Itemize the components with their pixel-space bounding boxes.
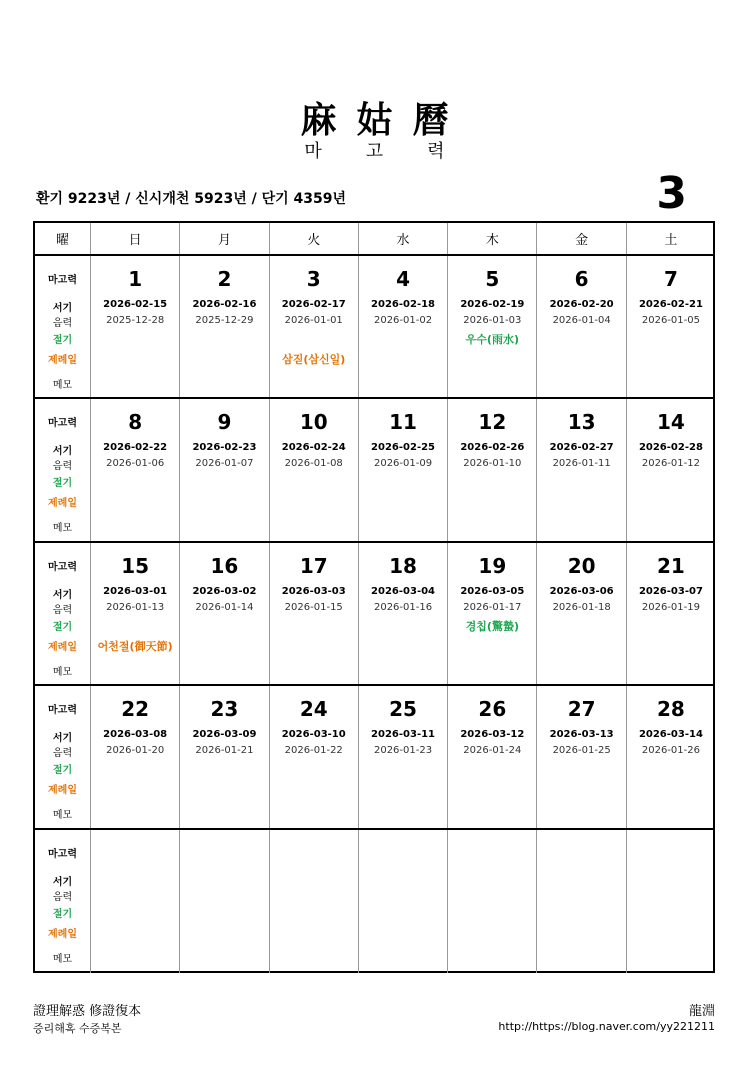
lunar-date: 2026-01-04 [552,315,611,326]
day-number: 5 [485,267,500,291]
weekday-wed: 水 [358,223,447,254]
gregorian-date: 2026-03-04 [371,585,436,597]
gregorian-date: 2026-02-16 [192,299,257,310]
lunar-date: 2026-01-06 [106,458,165,470]
label-jeryeil: 제례일 [48,355,77,366]
solar-term: 경칩(驚蟄) [465,619,519,633]
row-labels [35,830,90,973]
gregorian-date: 2026-02-27 [549,442,614,454]
calendar-grid [33,221,715,973]
day-cell[interactable] [626,830,715,973]
solar-term: 우수(雨水) [465,333,519,346]
weekday-thu: 木 [447,223,536,254]
day-number: 4 [396,267,410,291]
day-number: 10 [299,410,328,435]
lunar-date: 2026-01-02 [373,315,433,326]
lunar-date: 2026-01-16 [373,601,433,613]
lunar-date: 2026-01-05 [641,315,700,326]
lunar-date: 2026-01-01 [284,315,343,326]
lunar-date: 2026-01-07 [195,458,254,470]
day-number: 11 [389,410,417,435]
footer-url[interactable]: http://https://blog.naver.com/yy221211 [498,1020,715,1033]
day-cell[interactable] [626,543,715,684]
gregorian-date: 2026-03-06 [549,585,614,597]
label-seogi: 서기 [52,733,73,745]
gregorian-date: 2026-02-20 [549,299,614,310]
lunar-date: 2025-12-29 [195,315,254,326]
lunar-date: 2026-01-10 [463,458,522,470]
lunar-date: 2026-01-18 [552,601,611,613]
day-cell[interactable] [90,543,179,684]
day-cell[interactable] [90,830,179,973]
day-number: 9 [217,410,232,435]
gregorian-date: 2026-02-17 [281,299,346,310]
gregorian-date: 2026-02-19 [460,299,525,310]
day-cell[interactable] [179,543,268,684]
label-magoryeok: 마고력 [48,848,77,860]
title-hanja: 麻姑曆 [300,100,469,141]
weekday-mon: 月 [179,223,268,254]
week-row [35,830,713,973]
day-cell[interactable] [626,686,715,827]
gregorian-date: 2026-03-13 [549,729,614,741]
day-cell[interactable] [447,399,536,540]
label-jeolgi: 절기 [52,765,73,777]
footer-motto-hanja: 證理解惑 修證復本 [33,1004,142,1019]
day-cell[interactable] [447,686,536,827]
gregorian-date: 2026-02-15 [103,299,168,310]
day-cell[interactable] [626,399,715,540]
lunar-date: 2026-01-25 [552,745,611,757]
label-eumryeok: 음력 [52,891,73,903]
day-cell[interactable] [358,830,447,973]
lunar-date: 2026-01-21 [195,745,254,757]
day-cell[interactable] [179,399,268,540]
label-jeryeil: 제례일 [48,928,77,940]
label-magoryeok: 마고력 [48,418,77,430]
day-number: 6 [574,267,589,291]
gregorian-date: 2026-03-10 [281,729,346,741]
lunar-date: 2026-01-23 [373,745,433,757]
lunar-date: 2026-01-09 [373,458,433,470]
day-number: 22 [121,697,150,722]
day-number: 23 [210,697,239,722]
lunar-date: 2026-01-20 [106,745,165,757]
day-number: 26 [478,697,507,722]
gregorian-date: 2026-02-18 [371,299,436,310]
day-cell[interactable] [269,399,358,540]
ritual-day: 삼짇(삼신일) [282,353,346,366]
day-number: 1 [128,267,143,291]
day-number: 13 [567,410,596,435]
label-eumryeok: 음력 [52,604,73,616]
label-memo: 메모 [52,953,73,965]
gregorian-date: 2026-02-22 [103,442,168,454]
gregorian-date: 2026-02-26 [460,442,525,454]
gregorian-date: 2026-03-01 [103,585,168,597]
month-number: 3 [656,168,687,219]
day-cell[interactable] [358,543,447,684]
gregorian-date: 2026-02-24 [281,442,346,454]
gregorian-date: 2026-03-05 [460,585,525,597]
title-hangul: 마고력 [304,141,489,162]
day-number: 27 [567,697,596,722]
label-seogi: 서기 [52,876,73,888]
day-number: 17 [299,553,328,578]
day-number: 20 [567,553,596,578]
weekday-sun: 日 [90,223,179,254]
lunar-date: 2026-01-08 [284,458,343,470]
row-labels [35,543,90,684]
day-cell[interactable] [536,686,625,827]
week-row [35,686,713,829]
label-jeolgi: 절기 [52,621,73,633]
lunar-date: 2026-01-13 [106,601,165,613]
label-jeolgi: 절기 [52,478,73,490]
day-cell[interactable] [626,256,715,397]
day-number: 12 [478,410,507,435]
label-eumryeok: 음력 [52,318,73,329]
lunar-date: 2026-01-12 [641,458,700,470]
day-cell[interactable] [90,256,179,397]
label-jeryeil: 제례일 [48,641,77,653]
row-labels [35,399,90,540]
label-jeolgi: 절기 [52,908,73,920]
week-row [35,399,713,542]
weekday-sat: 土 [626,223,715,254]
day-cell[interactable] [358,256,447,397]
day-cell[interactable] [447,256,536,397]
day-number: 28 [657,697,685,722]
day-number: 18 [389,553,417,578]
day-cell[interactable] [536,399,625,540]
day-cell[interactable] [269,830,358,973]
day-cell[interactable] [269,256,358,397]
label-memo: 메모 [52,380,73,391]
label-jeolgi: 절기 [52,335,73,346]
week-row [35,543,713,686]
weekday-fri: 金 [536,223,625,254]
day-cell[interactable] [90,686,179,827]
label-seogi: 서기 [52,303,73,314]
day-cell[interactable] [358,399,447,540]
day-number: 2 [217,267,232,291]
lunar-date: 2026-01-03 [463,315,522,326]
day-cell[interactable] [269,543,358,684]
gregorian-date: 2026-02-23 [192,442,257,454]
lunar-date: 2026-01-26 [641,745,700,757]
label-magoryeok: 마고력 [48,561,77,573]
row-labels [35,686,90,827]
label-memo: 메모 [52,523,73,535]
gregorian-date: 2026-03-11 [371,729,436,741]
weekday-tue: 火 [269,223,358,254]
day-cell[interactable] [179,256,268,397]
day-number: 19 [478,553,507,578]
day-number: 16 [210,553,239,578]
footer-motto-hangul: 증리해혹 수증복본 [33,1022,122,1035]
label-memo: 메모 [52,810,73,822]
day-cell[interactable] [358,686,447,827]
era-line: 환기 9223년 / 신시개천 5923년 / 단기 4359년 [36,191,347,207]
lunar-date: 2026-01-11 [552,458,611,470]
lunar-date: 2026-01-17 [463,601,522,613]
label-magoryeok: 마고력 [48,705,77,717]
label-eumryeok: 음력 [52,461,73,473]
footer-author: 龍淵 [688,1004,715,1019]
day-cell[interactable] [536,256,625,397]
day-number: 3 [306,267,321,291]
lunar-date: 2026-01-24 [463,745,522,757]
label-jeryeil: 제례일 [48,498,77,510]
day-cell[interactable] [447,543,536,684]
gregorian-date: 2026-03-12 [460,729,525,741]
label-seogi: 서기 [52,589,73,601]
lunar-date: 2026-01-14 [195,601,254,613]
lunar-date: 2026-01-19 [641,601,700,613]
label-memo: 메모 [52,666,73,678]
day-cell[interactable] [536,830,625,973]
day-cell[interactable] [536,543,625,684]
gregorian-date: 2026-02-25 [371,442,436,454]
week-row [35,256,713,399]
day-cell[interactable] [90,399,179,540]
label-eumryeok: 음력 [52,748,73,760]
day-number: 25 [389,697,417,722]
label-jeryeil: 제례일 [48,785,77,797]
lunar-date: 2025-12-28 [106,315,165,326]
weekday-header [35,223,713,256]
day-number: 24 [299,697,328,722]
day-cell[interactable] [179,830,268,973]
day-number: 14 [657,410,685,435]
day-cell[interactable] [179,686,268,827]
weekday-header-label: 曜 [55,233,69,248]
gregorian-date: 2026-03-03 [281,585,346,597]
day-number: 7 [663,267,678,291]
gregorian-date: 2026-03-08 [103,729,168,741]
gregorian-date: 2026-02-21 [638,299,703,310]
gregorian-date: 2026-02-28 [638,442,703,454]
gregorian-date: 2026-03-07 [638,585,703,597]
label-magoryeok: 마고력 [48,275,77,286]
day-cell[interactable] [269,686,358,827]
lunar-date: 2026-01-15 [284,601,343,613]
day-cell[interactable] [447,830,536,973]
day-number: 21 [657,553,685,578]
label-seogi: 서기 [52,446,73,458]
gregorian-date: 2026-03-09 [192,729,257,741]
gregorian-date: 2026-03-14 [638,729,703,741]
lunar-date: 2026-01-22 [284,745,343,757]
ritual-day: 어천절(御天節) [97,639,173,653]
gregorian-date: 2026-03-02 [192,585,257,597]
row-labels [35,256,90,397]
day-number: 15 [121,553,150,578]
day-number: 8 [128,410,143,435]
